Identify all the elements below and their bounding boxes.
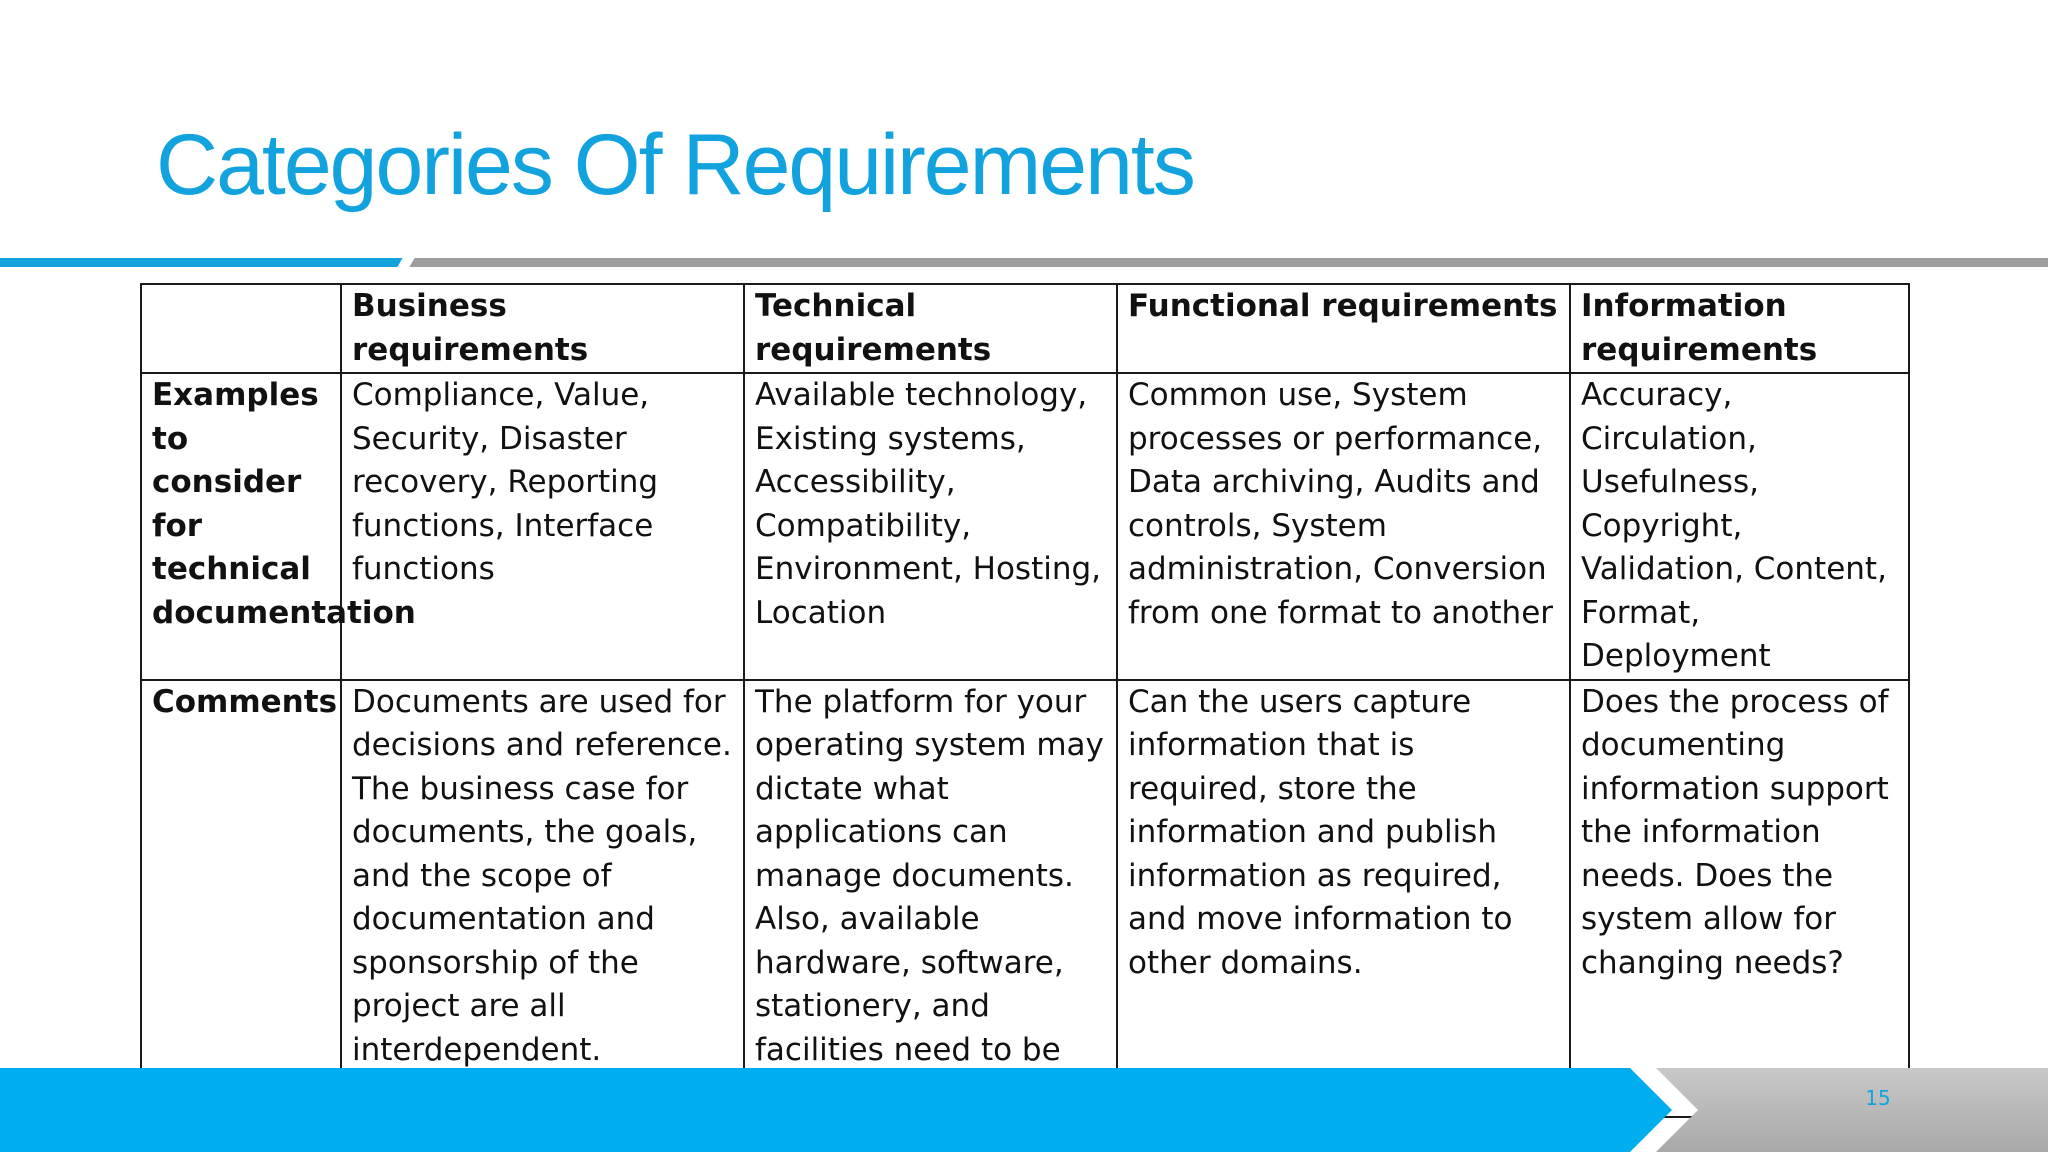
cell-comments-business: Documents are used for decisions and reference. The business case for documents, the goals, and the scope of documentation and sponsorship of the project are all interdependent. <box>341 680 744 1117</box>
cell-comments-information: Does the process of documenting information support the information needs. Does the system allow for changing needs? <box>1570 680 1909 1117</box>
slide-title: Categories Of Requirements <box>156 117 1194 213</box>
title-rule-accent <box>0 258 404 267</box>
footer-bar-blue <box>0 1068 1672 1152</box>
requirements-table <box>140 283 1910 1118</box>
page-number: 15 <box>1865 1086 1891 1110</box>
table-header-row <box>141 284 1909 373</box>
header-cell-empty <box>141 284 341 373</box>
cell-examples-information: Accuracy, Circulation, Usefulness, Copyright, Validation, Content, Format, Deployment <box>1570 373 1909 680</box>
cell-examples-functional: Common use, System processes or performance, Data archiving, Audits and controls, System administration, Conversion from one format to another <box>1117 373 1570 680</box>
footer-bar-gray <box>1656 1068 2048 1152</box>
cell-comments-technical: The platform for your operating system may dictate what applications can manage documents. Also, available hardware, software, stationery, and facilities need to be <box>744 680 1117 1117</box>
table-row-comments <box>141 680 1909 1117</box>
header-business-requirements: Business requirements <box>341 284 744 373</box>
title-rule-gray <box>404 258 2048 267</box>
table-row-examples <box>141 373 1909 680</box>
header-information-requirements: Information requirements <box>1570 284 1909 373</box>
row-label-comments: Comments <box>141 680 341 1117</box>
header-technical-requirements: Technical requirements <box>744 284 1117 373</box>
row-label-examples: Examples to consider for technical documentation <box>141 373 341 680</box>
header-functional-requirements: Functional requirements <box>1117 284 1570 373</box>
cell-comments-functional: Can the users capture information that is required, store the information and publish information as required, and move information to other domains. <box>1117 680 1570 1117</box>
cell-examples-technical: Available technology, Existing systems, Accessibility, Compatibility, Environment, Hosting, Location <box>744 373 1117 680</box>
cell-examples-business: Compliance, Value, Security, Disaster recovery, Reporting functions, Interface functions <box>341 373 744 680</box>
